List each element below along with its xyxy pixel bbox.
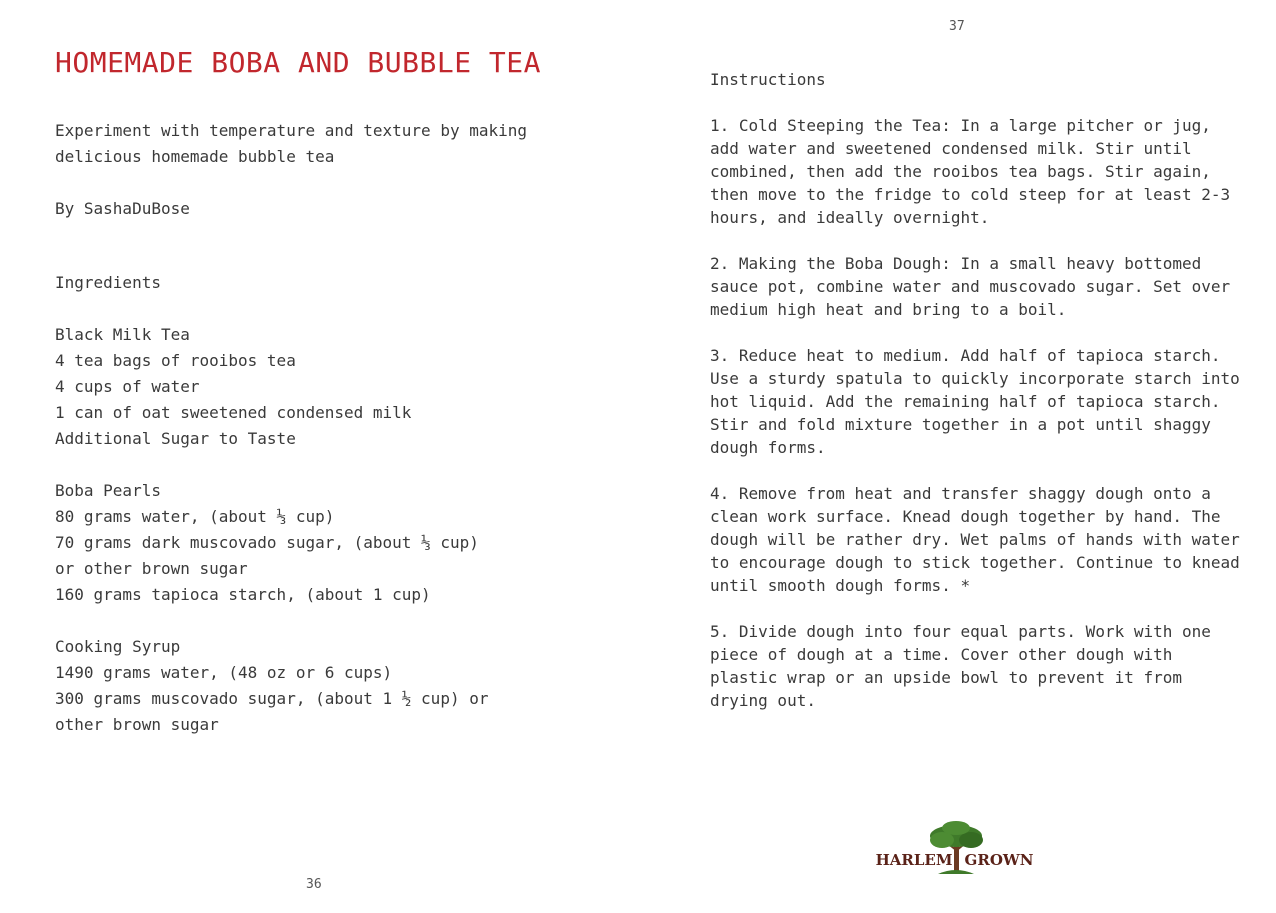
ingredients-heading: Ingredients — [55, 273, 161, 292]
instruction-step-4: 4. Remove from heat and transfer shaggy dough onto a clean work surface. Knead dough together by hand. The dough will be rather dry. Wet palms of hands with water to encourage dough to stick together. Continue to knead until smooth dough forms. * — [710, 484, 1240, 595]
ingredient-item: Additional Sugar to Taste — [55, 429, 296, 448]
ingredient-item: 70 grams dark muscovado sugar, (about ⅓ cup) — [55, 533, 479, 552]
page-number-left: 36 — [306, 877, 322, 892]
instruction-step-1: 1. Cold Steeping the Tea: In a large pitcher or jug, add water and sweetened condensed milk. Stir until combined, then add the rooibos tea bags. Stir again, then move to the fridge to cold steep for at least 2-3 hours, and ideally overnight. — [710, 116, 1231, 227]
ingredient-group-title: Boba Pearls — [55, 481, 161, 500]
ingredient-item: or other brown sugar — [55, 559, 248, 578]
ingredient-list — [55, 348, 615, 452]
ingredient-item: 4 tea bags of rooibos tea — [55, 351, 296, 370]
ingredient-item: 4 cups of water — [55, 377, 200, 396]
ingredient-item: other brown sugar — [55, 715, 219, 734]
instructions-section — [710, 68, 1240, 735]
ingredient-item: 160 grams tapioca starch, (about 1 cup) — [55, 585, 431, 604]
ingredient-item: 80 grams water, (about ⅓ cup) — [55, 507, 335, 526]
page-number-right: 37 — [949, 19, 965, 34]
ingredient-list — [55, 660, 615, 737]
ingredient-group-title: Black Milk Tea — [55, 325, 190, 344]
logo-text-right: GROWN — [964, 851, 1034, 869]
right-page — [638, 0, 1276, 913]
recipe-description: Experiment with temperature and texture by making delicious homemade bubble tea — [55, 121, 528, 166]
logo-text-left: HARLEM — [875, 851, 953, 869]
recipe-byline: By SashaDuBose — [55, 199, 190, 218]
instruction-step-5: 5. Divide dough into four equal parts. Work with one piece of dough at a time. Cover other dough with plastic wrap or an upside bowl to prevent it from drying out. — [710, 622, 1211, 710]
harlem-grown-logo — [874, 820, 1040, 878]
ingredients-section — [55, 270, 615, 763]
recipe-intro-block — [55, 118, 615, 222]
ingredient-item: 1 can of oat sweetened condensed milk — [55, 403, 412, 422]
ingredient-group-cooking-syrup — [55, 634, 615, 737]
recipe-title: HOMEMADE BOBA AND BUBBLE TEA — [55, 46, 542, 79]
instruction-step-2: 2. Making the Boba Dough: In a small heavy bottomed sauce pot, combine water and muscovado sugar. Set over medium high heat and bring to a boil. — [710, 254, 1231, 319]
ingredient-item: 300 grams muscovado sugar, (about 1 ½ cup) or — [55, 689, 489, 708]
ingredient-group-boba-pearls — [55, 478, 615, 608]
ingredient-group-black-milk-tea — [55, 322, 615, 452]
ingredient-group-title: Cooking Syrup — [55, 637, 181, 656]
instructions-heading: Instructions — [710, 70, 826, 89]
ingredient-list — [55, 504, 615, 608]
instruction-step-3: 3. Reduce heat to medium. Add half of tapioca starch. Use a sturdy spatula to quickly incorporate starch into hot liquid. Add the remaining half of tapioca starch. Stir and fold mixture together in a pot until shaggy dough forms. — [710, 346, 1240, 457]
ingredient-item: 1490 grams water, (48 oz or 6 cups) — [55, 663, 393, 682]
